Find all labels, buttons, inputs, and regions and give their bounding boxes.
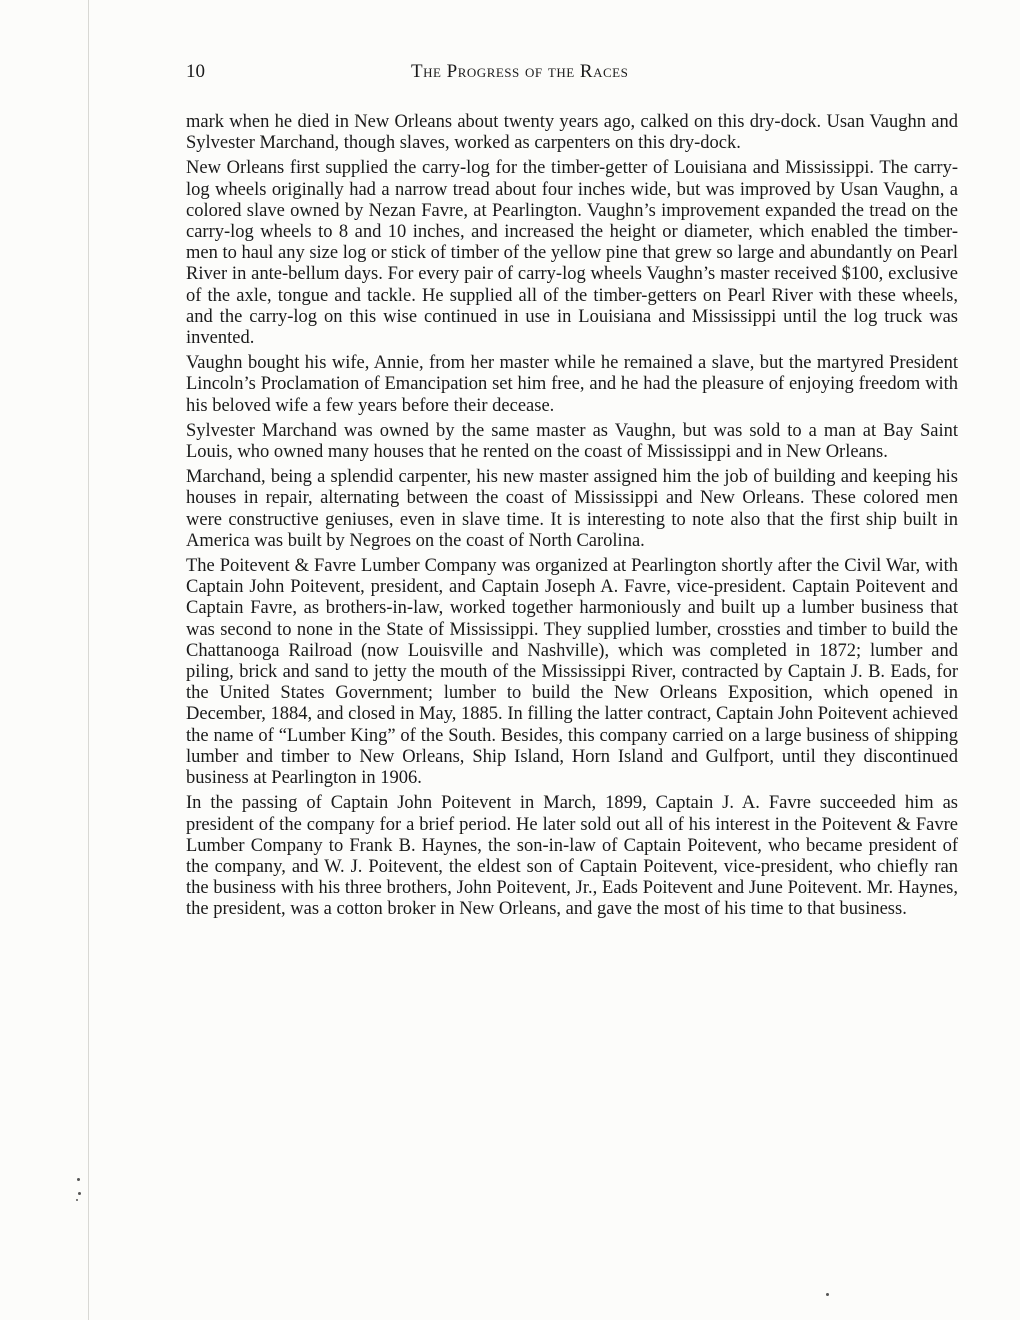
scan-speck (76, 1199, 78, 1201)
running-head (186, 58, 958, 88)
paragraph-1: mark when he died in New Orleans about twenty years ago, calked on this dry-dock. Usan Vaughn and Sylvester Marchand, though slaves, worked as carpenters on this dry-dock. (186, 112, 958, 154)
paragraph-2: New Orleans first supplied the carry-log for the timber-getter of Louisiana and Mississippi. The carry-log wheels originally had a narrow tread about four inches wide, but was improved by Usan Vaughn, a colored slave owned by Nezan Favre, at Pearlington. Vaughn’s improvement expanded the tread on the carry-log wheels to 8 and 10 inches, and increased the height or diameter, which enabled the timber-men to haul any size log or stick of timber of the yellow pine that grew so large and abundantly on Pearl River in ante-bellum days. For every pair of carry-log wheels Vaughn’s master received $100, exclusive of the axle, tongue and tackle. He supplied all of the timber-getters on Pearl River with these wheels, and the carry-log on this wise continued in use in Louisiana and Mississippi until the log truck was invented. (186, 158, 958, 349)
paragraph-7: In the passing of Captain John Poitevent in March, 1899, Captain J. A. Favre succeeded him as president of the company for a brief period. He later sold out all of his interest in the Poitevent & Favre Lumber Company to Frank B. Haynes, the son-in-law of Captain Poitevent, who became president of the company, and W. J. Poitevent, the eldest son of Captain Poitevent, vice-president, who chiefly ran the business with his three brothers, John Poitevent, Jr., Eads Poitevent and June Poitevent. Mr. Haynes, the president, was a cotton broker in New Orleans, and gave the most of his time to that business. (186, 793, 958, 920)
paragraph-4: Sylvester Marchand was owned by the same master as Vaughn, but was sold to a man at Bay Saint Louis, who owned many houses that he rented on the coast of Mississippi and in New Orleans. (186, 420, 958, 463)
scan-edge-line (88, 0, 89, 1320)
paragraph-5: Marchand, being a splendid carpenter, his new master assigned him the job of building and keeping his houses in repair, alternating between the coast of Mississippi and New Orleans. These colored men were constructive geniuses, even in slave time. It is interesting to note also that the first ship built in America was built by Negroes on the coast of North Carolina. (186, 467, 958, 551)
scan-speck (77, 1178, 80, 1181)
text-body (186, 112, 958, 925)
page-number: 10 (186, 61, 205, 82)
running-title: The Progress of the Races (411, 61, 629, 82)
paragraph-3: Vaughn bought his wife, Annie, from her master while he remained a slave, but the martyred President Lincoln’s Proclamation of Emancipation set him free, and he had the pleasure of enjoying freedom with his beloved wife a few years before their decease. (186, 353, 958, 416)
scan-speck (78, 1192, 81, 1195)
scan-speck (826, 1293, 829, 1296)
paragraph-6: The Poitevent & Favre Lumber Company was organized at Pearlington shortly after the Civil War, with Captain John Poitevent, president, and Captain Joseph A. Favre, vice-president. Captain Poitevent and Captain Favre, as brothers-in-law, worked together harmoniously and built up a lumber business that was second to none in the State of Mississippi. They supplied lumber, crossties and timber to build the Chattanooga Railroad (now Louisville and Nashville), which was completed in 1872; lumber and piling, brick and sand to jetty the mouth of the Mississippi River, contracted by Captain J. B. Eads, for the United States Government; lumber to build the New Orleans Exposition, which opened in December, 1884, and closed in May, 1885. In filling the latter contract, Captain John Poitevent achieved the name of “Lumber King” of the South. Besides, this company carried on a large business of shipping lumber and timber to New Orleans, Ship Island, Horn Island and Gulfport, until they discontinued business at Pearlington in 1906. (186, 556, 958, 789)
